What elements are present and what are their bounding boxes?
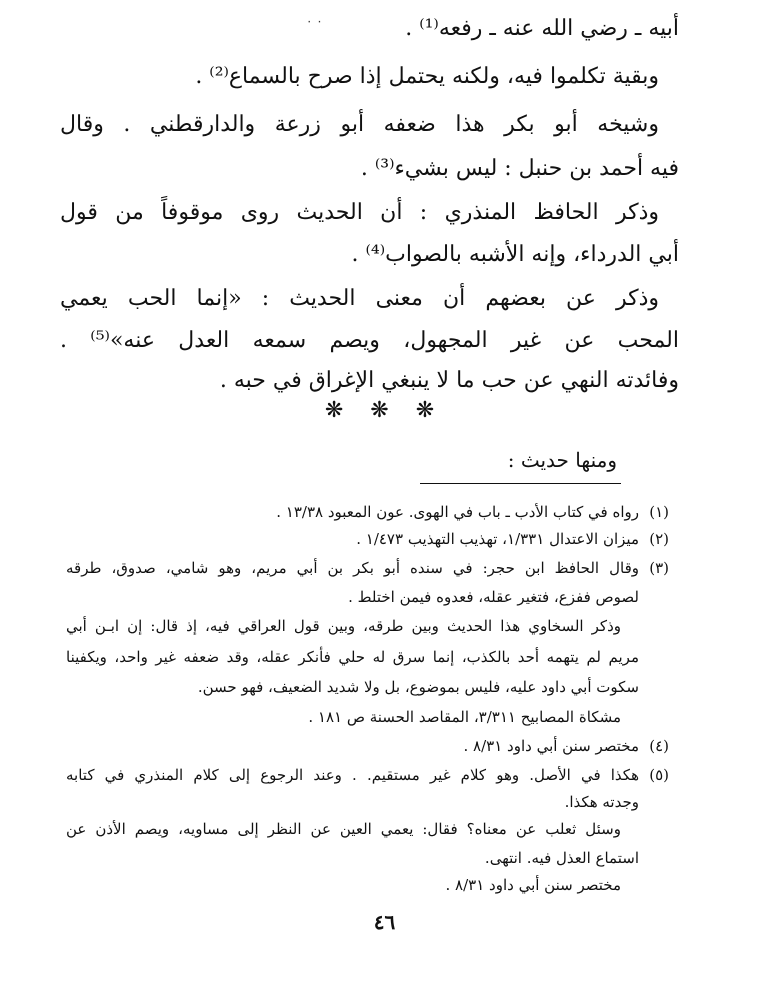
footnote-line: وسئل ثعلب عن معناه؟ فقال: يعمي العين عن النظر إلى مساويه، ويصم الأذن عن: [66, 820, 621, 838]
body-line: فيه أحمد بن حنبل : ليس بشيء⁽³⁾ .: [360, 156, 679, 181]
footnote-line: هكذا في الأصل. وهو كلام غير مستقيم. . وعند الرجوع إلى كلام المنذري في كتابه: [66, 766, 639, 784]
footnote-line: وقال الحافظ ابن حجر: في سنده أبو بكر بن أبي مريم، وهو شامي، صدوق، طرقه: [66, 559, 639, 577]
top-mark: ٠ ٠: [306, 14, 323, 28]
footnote-line: مريم لم يتهمه أحد بالكذب، إنما سرق له حلي فأنكر عقله، وقد ضعفه غير واحد، ويكفينا: [66, 648, 639, 666]
body-line: وبقية تكلموا فيه، ولكنه يحتمل إذا صرح بالسماع⁽²⁾ .: [195, 64, 659, 89]
footnote-line: سكوت أبي داود عليه، فليس بموضوع، بل ولا شديد الضعيف، فهو حسن.: [197, 678, 639, 696]
footnote-line: ميزان الاعتدال ١/٣٣١، تهذيب التهذيب ١/٤٧٣ .: [356, 530, 639, 548]
footnote-line: لصوص ففزع، فتغير عقله، فعدوه فيمن اختلط .: [348, 588, 639, 606]
footnote-line: مختصر سنن أبي داود ٨/٣١ .: [463, 737, 639, 755]
body-line: المحب عن غير المجهول، ويصم سمعه العدل عنه»⁽⁵⁾ .: [60, 328, 680, 353]
body-line: وذكر الحافظ المنذري : أن الحديث روى موقوفاً من قول: [60, 200, 659, 225]
footnote-line: وذكر السخاوي هذا الحديث وبين طرقه، وبين قول العراقي فيه، إذ قال: إن ابـن أبي: [66, 617, 621, 635]
footnote-line: مختصر سنن أبي داود ٨/٣١ .: [445, 876, 621, 894]
footnote-number: (٢): [649, 530, 669, 548]
footnote-line: رواه في كتاب الأدب ـ باب في الهوى. عون المعبود ١٣/٣٨ .: [276, 503, 639, 521]
body-line: وذكر عن بعضهم أن معنى الحديث : «إنما الحب يعمي: [60, 286, 659, 311]
footnote-line: استماع العذل فيه. انتهى.: [484, 849, 639, 867]
footnote-divider: [420, 483, 621, 484]
footnote-line: مشكاة المصابيح ٣/٣١١، المقاصد الحسنة ص ١٨١ .: [308, 708, 621, 726]
body-line: أبي الدرداء، وإنه الأشبه بالصواب⁽⁴⁾ .: [351, 242, 679, 267]
footnote-number: (٤): [649, 737, 669, 755]
body-line: وشيخه أبو بكر هذا ضعفه أبو زرعة والدارقطني . وقال: [60, 112, 659, 137]
body-line: أبيه ـ رضي الله عنه ـ رفعه⁽¹⁾ .: [405, 16, 679, 41]
section-heading: ومنها حديث :: [507, 448, 617, 472]
section-separator: ❋ ❋ ❋: [324, 398, 445, 423]
footnote-number: (٥): [649, 766, 669, 784]
page-number: ٤٦: [373, 910, 396, 934]
body-line: وفائدته النهي عن حب ما لا ينبغي الإغراق في حبه .: [219, 368, 679, 393]
footnote-line: وجدته هكذا.: [564, 793, 639, 811]
footnote-number: (١): [649, 503, 669, 521]
footnote-number: (٣): [649, 559, 669, 577]
